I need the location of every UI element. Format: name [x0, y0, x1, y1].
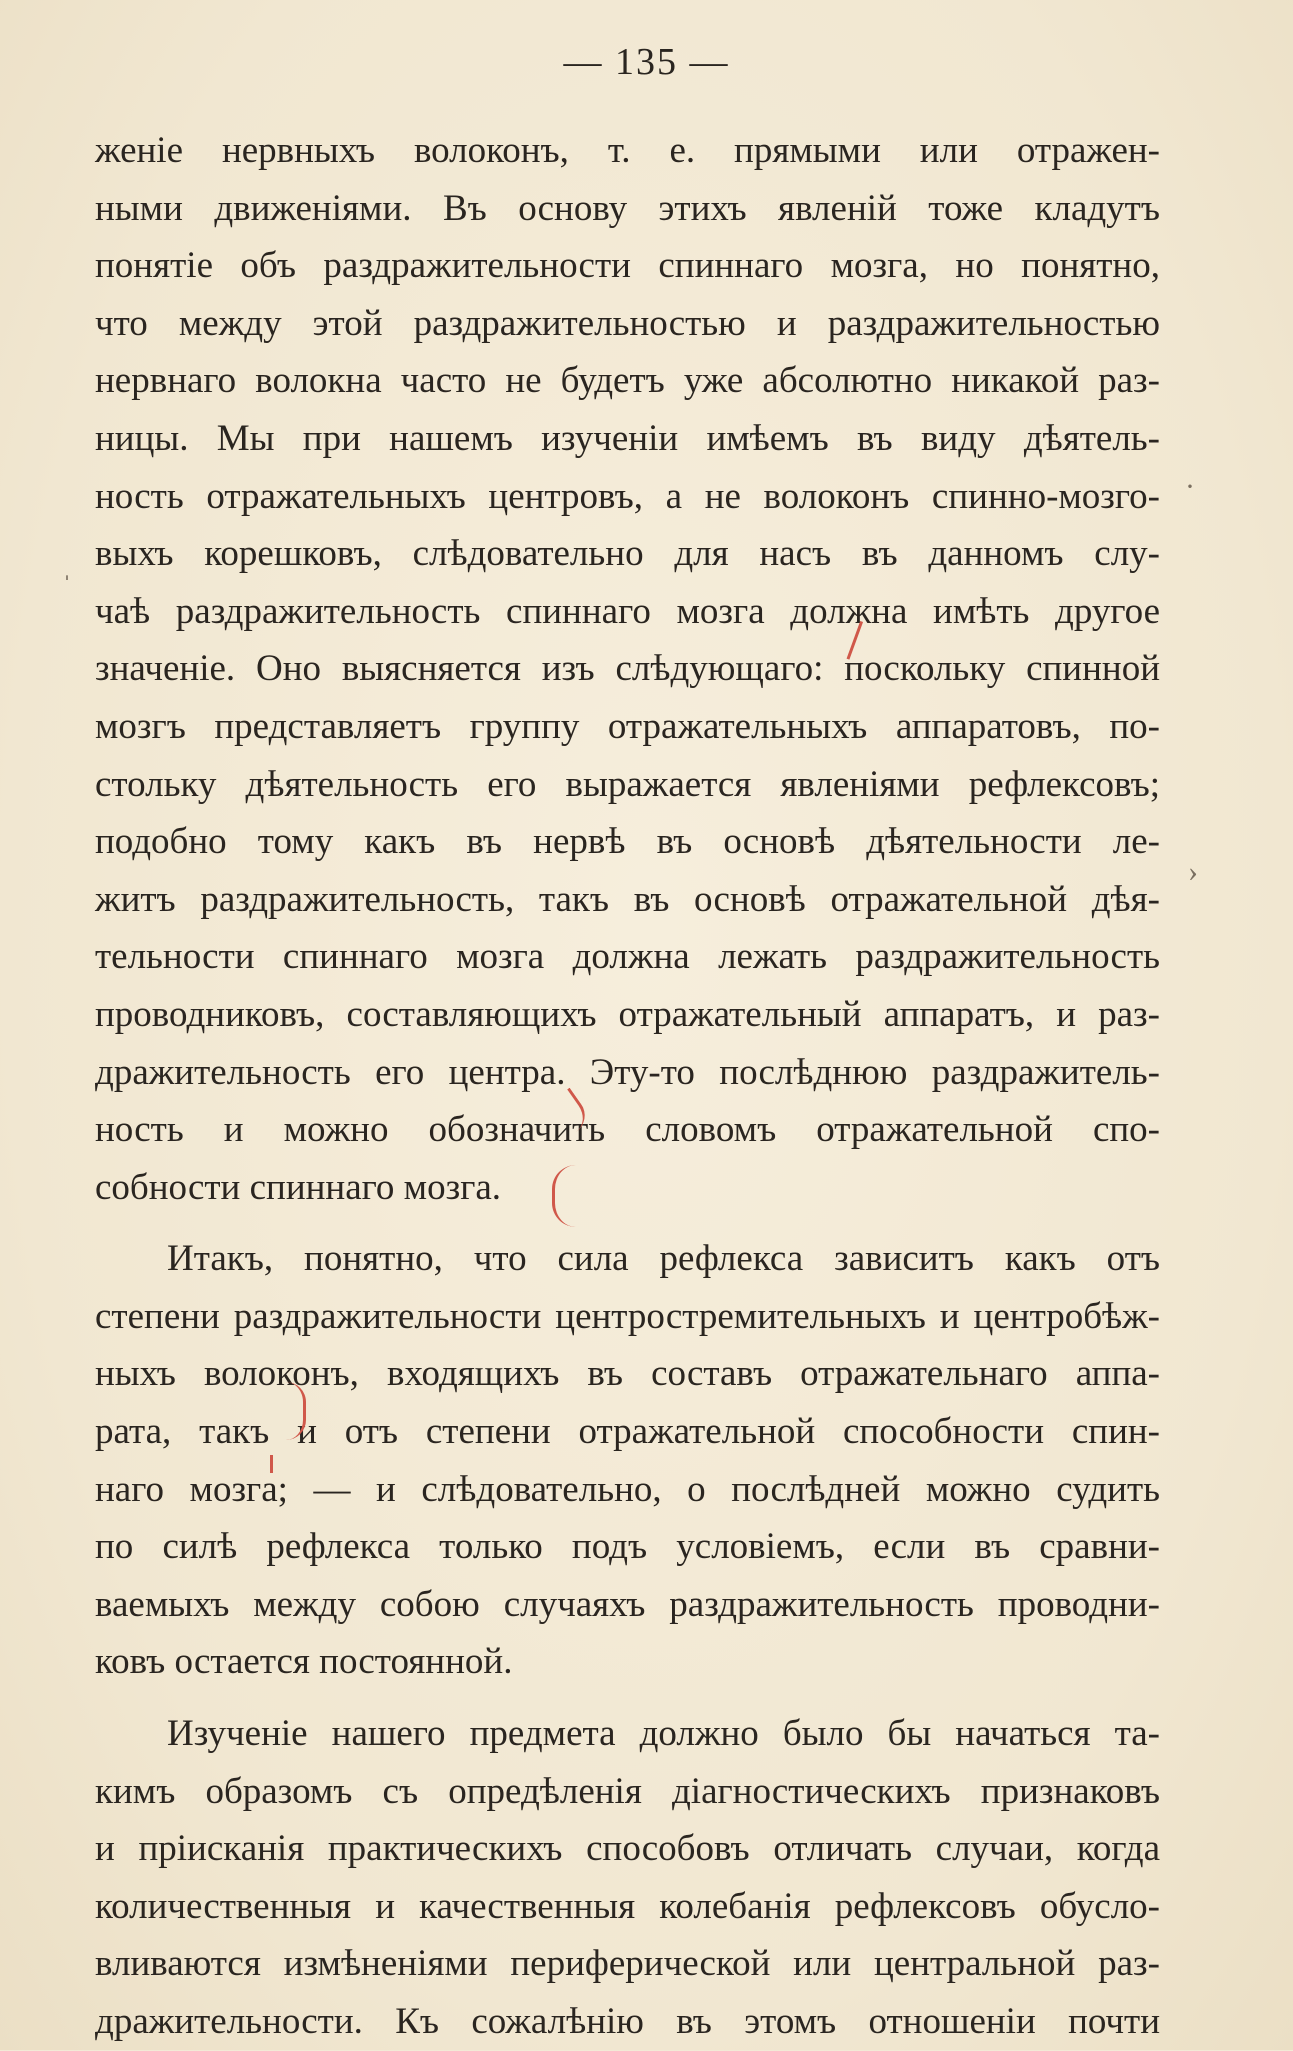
text-line: по силѣ рефлекса только подъ условіемъ, если въ сравни-	[95, 1526, 1160, 1568]
text-line: наго мозга; — и слѣдовательно, о послѣдней можно судить	[95, 1468, 1160, 1510]
text-line: рата, такъ и отъ степени отражательной способности спин-	[95, 1411, 1160, 1453]
text-line: что между этой раздражительностью и раздражительностью	[95, 302, 1160, 344]
text-line: стольку дѣятельность его выражается явленіями рефлексовъ;	[95, 763, 1160, 805]
text-line: вливаются измѣненіями периферической или центральной раз-	[95, 1943, 1160, 1985]
text-line: ныхъ волоконъ, входящихъ въ составъ отражательнаго аппа-	[95, 1353, 1160, 1395]
text-line: и пріисканія практическихъ способовъ отличать случаи, когда	[95, 1828, 1160, 1870]
text-line: тельности спиннаго мозга должна лежать раздражительность	[95, 936, 1160, 978]
text-line: ность отражательныхъ центровъ, а не волоконъ спинно-мозго-	[95, 475, 1160, 517]
text-line: женіе нервныхъ волоконъ, т. е. прямыми или отражен-	[95, 130, 1160, 171]
text-line: собности спиннаго мозга.	[95, 1166, 502, 1208]
text-line: дражительность его центра. Эту-то послѣднюю раздражитель-	[95, 1051, 1160, 1093]
text-line: нервнаго волокна часто не будетъ уже абсолютно никакой раз-	[95, 360, 1160, 402]
text-line: житъ раздражительность, такъ въ основѣ отражательной дѣя-	[95, 878, 1160, 920]
text-line: Итакъ, понятно, что сила рефлекса зависитъ какъ отъ	[167, 1238, 1160, 1280]
text-line: значеніе. Оно выясняется изъ слѣдующаго: поскольку спинной	[95, 648, 1160, 690]
text-line: ными движеніями. Въ основу этихъ явленій тоже кладутъ	[95, 187, 1160, 229]
text-line: понятіе объ раздражительности спиннаго мозга, но понятно,	[95, 245, 1160, 287]
margin-speck: ·	[1185, 470, 1195, 503]
text-line: количественныя и качественныя колебанія рефлексовъ обусло-	[95, 1885, 1160, 1927]
text-line: степени раздражительности центростремительныхъ и центробѣж-	[95, 1295, 1160, 1337]
page-number: — 135 —	[563, 41, 730, 83]
text-line: ваемыхъ между собою случаяхъ раздражительность проводни-	[95, 1583, 1160, 1625]
text-line: проводниковъ, составляющихъ отражательный аппаратъ, и раз-	[95, 993, 1160, 1035]
text-line: выхъ корешковъ, слѣдовательно для насъ въ данномъ слу-	[95, 533, 1160, 575]
text-line: кимъ образомъ съ опредѣленія діагностическихъ признаковъ	[95, 1770, 1160, 1812]
body-text	[95, 122, 1160, 2051]
text-line: ницы. Мы при нашемъ изученіи имѣемъ въ виду дѣятель-	[95, 417, 1160, 459]
text-line: ковъ остается постоянной.	[95, 1641, 513, 1683]
text-line: чаѣ раздражительность спиннаго мозга должна имѣть другое	[95, 590, 1160, 632]
margin-speck: ›	[1188, 855, 1198, 888]
pencil-mark	[270, 1455, 281, 1473]
text-line: дражительности. Къ сожалѣнію въ этомъ отношеніи почти	[95, 2001, 1160, 2042]
text-line: мозгъ представляетъ группу отражательныхъ аппаратовъ, по-	[95, 705, 1160, 747]
text-line: Изученіе нашего предмета должно было бы начаться та-	[167, 1713, 1160, 1755]
text-line: ность и можно обозначить словомъ отражательной спо-	[95, 1109, 1160, 1151]
text-line: подобно тому какъ въ нервѣ въ основѣ дѣятельности ле-	[95, 821, 1160, 863]
margin-speck: ˈ	[62, 570, 72, 603]
